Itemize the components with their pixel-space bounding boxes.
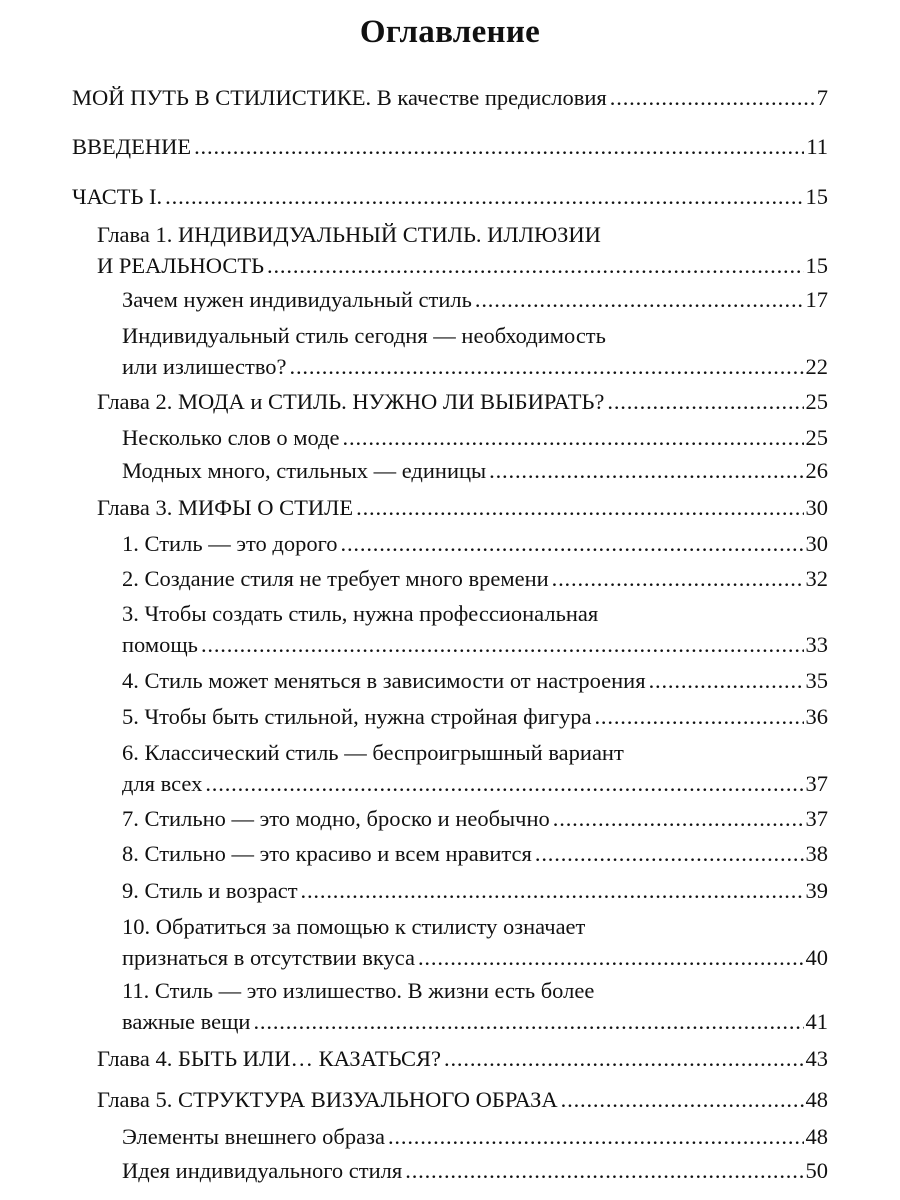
toc-entry-title: Глава 4. БЫТЬ ИЛИ… КАЗАТЬСЯ? xyxy=(97,1046,442,1071)
toc-entry-title: Глава 2. МОДА и СТИЛЬ. НУЖНО ЛИ ВЫБИРАТЬ? xyxy=(97,389,605,414)
dot-leader xyxy=(194,131,804,162)
toc-page-number: 37 xyxy=(805,771,828,796)
toc-entry[interactable] xyxy=(122,1121,828,1152)
toc-page-number: 22 xyxy=(805,354,828,379)
toc-entry[interactable] xyxy=(122,911,828,973)
toc-entry-title: 1. Стиль — это дорого xyxy=(122,531,338,556)
page-title: Оглавление xyxy=(359,14,541,50)
toc-entry-title: ВВЕДЕНИЕ xyxy=(72,134,192,159)
toc-entry-title: или излишество? xyxy=(122,354,287,379)
toc-entry-title: 2. Создание стиля не требует много времени xyxy=(122,566,549,591)
toc-page-number: 17 xyxy=(805,287,828,312)
dot-leader xyxy=(253,1006,803,1037)
toc-entry-title: Несколько слов о моде xyxy=(122,425,340,450)
toc-entry[interactable] xyxy=(122,563,828,594)
toc-entry-title-line: Индивидуальный стиль сегодня — необходимость xyxy=(122,323,606,348)
toc-entry-row xyxy=(122,838,828,869)
toc-entry-row xyxy=(122,803,828,834)
dot-leader xyxy=(561,1084,804,1115)
toc-entry[interactable] xyxy=(122,975,828,1037)
toc-page-number: 37 xyxy=(805,806,828,831)
toc-entry-title: для всех xyxy=(122,771,203,796)
toc-entry-row xyxy=(97,386,828,417)
dot-leader xyxy=(535,838,804,869)
dot-leader xyxy=(165,181,803,212)
toc-page-number: 50 xyxy=(805,1158,828,1183)
toc-page-number: 26 xyxy=(805,458,828,483)
toc-entry-row xyxy=(122,1006,828,1037)
toc-entry[interactable] xyxy=(122,528,828,559)
toc-page-number: 48 xyxy=(805,1087,828,1112)
toc-entry-row xyxy=(122,875,828,906)
toc-page-number: 7 xyxy=(816,85,828,110)
toc-entry-row xyxy=(122,284,828,315)
toc-entry[interactable] xyxy=(122,875,828,906)
toc-entry-title: Глава 5. СТРУКТУРА ВИЗУАЛЬНОГО ОБРАЗА xyxy=(97,1087,558,1112)
toc-page-number: 41 xyxy=(805,1009,828,1034)
toc-entry-title: Элементы внешнего образа xyxy=(122,1124,385,1149)
dot-leader xyxy=(649,665,804,696)
toc-entry-title-line: 10. Обратиться за помощью к стилисту означает xyxy=(122,914,586,939)
toc-entry[interactable] xyxy=(122,1155,828,1186)
toc-entry-row xyxy=(97,1084,828,1115)
toc-page-number: 35 xyxy=(805,668,828,693)
toc-entry-title-line: Глава 1. ИНДИВИДУАЛЬНЫЙ СТИЛЬ. ИЛЛЮЗИИ xyxy=(97,222,601,247)
toc-entry[interactable] xyxy=(122,838,828,869)
toc-page-number: 48 xyxy=(805,1124,828,1149)
toc-entry-title-line: 6. Классический стиль — беспроигрышный вариант xyxy=(122,740,624,765)
toc-entry-row xyxy=(97,492,828,523)
toc-entry-title: 9. Стиль и возраст xyxy=(122,878,298,903)
toc-entry[interactable] xyxy=(97,1043,828,1074)
toc-entry-title: 5. Чтобы быть стильной, нужна стройная фигура xyxy=(122,704,592,729)
toc-entry-row xyxy=(72,131,828,162)
toc-page-number: 25 xyxy=(805,425,828,450)
dot-leader xyxy=(343,422,804,453)
toc-entry[interactable] xyxy=(122,284,828,315)
dot-leader xyxy=(444,1043,803,1074)
dot-leader xyxy=(301,875,804,906)
toc-page-number: 33 xyxy=(805,632,828,657)
toc-entry-title: МОЙ ПУТЬ В СТИЛИСТИКЕ. В качестве предисловия xyxy=(72,85,607,110)
toc-entry-row xyxy=(122,455,828,486)
toc-page-number: 36 xyxy=(805,704,828,729)
toc-page-number: 43 xyxy=(805,1046,828,1071)
toc-page-number: 15 xyxy=(805,253,828,278)
toc-entry-title-line: 3. Чтобы создать стиль, нужна профессиональная xyxy=(122,601,599,626)
toc-entry-row xyxy=(97,250,828,281)
toc-page-number: 38 xyxy=(805,841,828,866)
toc-entry-title: Модных много, стильных — единицы xyxy=(122,458,487,483)
dot-leader xyxy=(290,351,804,382)
toc-entry-title: Идея индивидуального стиля xyxy=(122,1158,403,1183)
dot-leader xyxy=(201,629,804,660)
toc-entry-title-line: 11. Стиль — это излишество. В жизни есть более xyxy=(122,978,595,1003)
toc-entry-row xyxy=(122,768,828,799)
dot-leader xyxy=(388,1121,804,1152)
toc-entry-row xyxy=(122,351,828,382)
toc-page-number: 30 xyxy=(805,495,828,520)
dot-leader xyxy=(489,455,803,486)
toc-entry-title: признаться в отсутствии вкуса xyxy=(122,945,415,970)
dot-leader xyxy=(475,284,804,315)
toc-page-number: 32 xyxy=(805,566,828,591)
toc-entry-row xyxy=(122,422,828,453)
toc-entry[interactable] xyxy=(72,131,828,162)
toc-entry-row xyxy=(97,1043,828,1074)
toc-entry[interactable] xyxy=(122,737,828,799)
toc-entry[interactable] xyxy=(122,422,828,453)
toc-page-number: 40 xyxy=(805,945,828,970)
toc-page-number: 39 xyxy=(805,878,828,903)
dot-leader xyxy=(552,563,804,594)
toc-entry-row xyxy=(122,528,828,559)
toc-entry[interactable] xyxy=(122,598,828,660)
dot-leader xyxy=(405,1155,803,1186)
toc-entry[interactable] xyxy=(97,386,828,417)
toc-entry[interactable] xyxy=(97,219,828,281)
toc-entry-row xyxy=(72,181,828,212)
toc-entry-title: 8. Стильно — это красиво и всем нравится xyxy=(122,841,532,866)
toc-page-number: 30 xyxy=(805,531,828,556)
toc-entry[interactable] xyxy=(122,320,828,382)
toc-entry-row xyxy=(122,942,828,973)
toc-entry[interactable] xyxy=(122,803,828,834)
toc-entry-row xyxy=(122,629,828,660)
toc-entry-row xyxy=(122,665,828,696)
toc-entry-row xyxy=(122,701,828,732)
dot-leader xyxy=(205,768,803,799)
toc-entry-row xyxy=(122,1121,828,1152)
dot-leader xyxy=(607,386,803,417)
toc-entry[interactable] xyxy=(97,492,828,523)
toc-entry[interactable] xyxy=(122,701,828,732)
dot-leader xyxy=(267,250,803,281)
toc-entry-row xyxy=(122,563,828,594)
toc-entry[interactable] xyxy=(72,181,828,212)
toc-entry-title: Зачем нужен индивидуальный стиль xyxy=(122,287,472,312)
toc-page-number: 15 xyxy=(805,184,828,209)
dot-leader xyxy=(594,701,803,732)
toc-entry[interactable] xyxy=(122,665,828,696)
dot-leader xyxy=(418,942,804,973)
dot-leader xyxy=(610,82,815,113)
dot-leader xyxy=(553,803,804,834)
toc-page-number: 11 xyxy=(806,134,828,159)
toc-page-number: 25 xyxy=(805,389,828,414)
toc-entry-title: Глава 3. МИФЫ О СТИЛЕ xyxy=(97,495,354,520)
toc-entry-title: И РЕАЛЬНОСТЬ xyxy=(97,253,265,278)
dot-leader xyxy=(341,528,804,559)
toc-entry-title: важные вещи xyxy=(122,1009,251,1034)
toc-entry-row xyxy=(122,1155,828,1186)
toc-entry-title: ЧАСТЬ I. xyxy=(72,184,163,209)
toc-entry-row xyxy=(72,82,828,113)
dot-leader xyxy=(356,492,803,523)
toc-entry[interactable] xyxy=(122,455,828,486)
toc-entry-title: 7. Стильно — это модно, броско и необычно xyxy=(122,806,550,831)
toc-entry-title: 4. Стиль может меняться в зависимости от настроения xyxy=(122,668,646,693)
toc-entry[interactable] xyxy=(72,82,828,113)
toc-entry[interactable] xyxy=(97,1084,828,1115)
toc-entry-title: помощь xyxy=(122,632,198,657)
